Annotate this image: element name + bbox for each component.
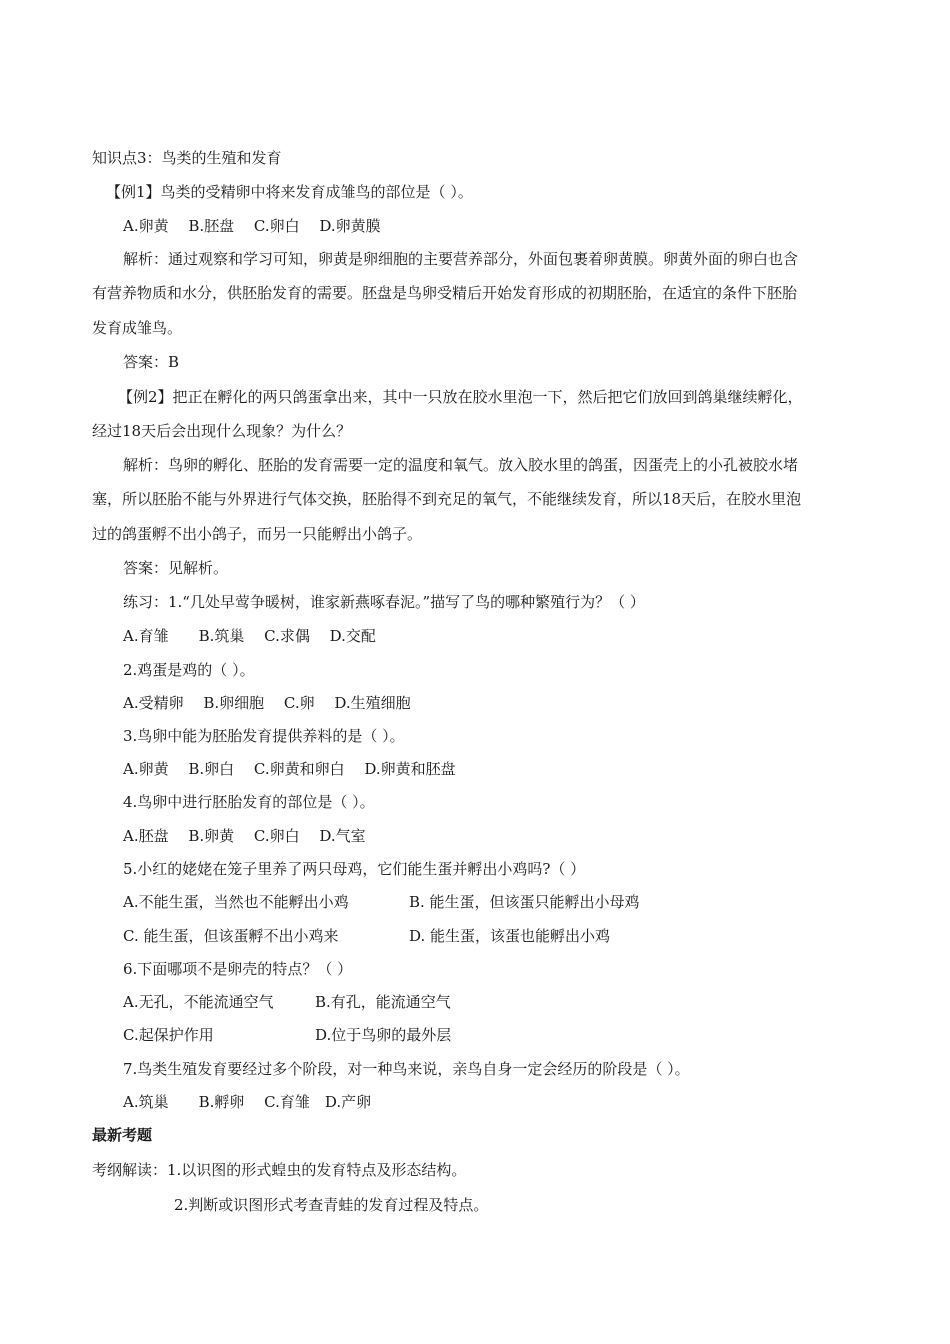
exam-outline-line-1: 考纲解读：1.以识图的形式蝗虫的发育特点及形态结构。 — [92, 1161, 467, 1179]
practice-question-3: 3.鸟卵中能为胚胎发育提供养料的是（ ）。 — [123, 727, 405, 745]
practice-question-6-option-d: D.位于鸟卵的最外层 — [315, 1026, 452, 1044]
example-1-answer: 答案：B — [123, 353, 180, 371]
practice-question-6-option-a: A.无孔，不能流通空气 — [123, 993, 274, 1011]
example-2-analysis-line-3: 过的鸽蛋孵不出小鸽子，而另一只能孵出小鸽子。 — [92, 525, 423, 543]
practice-question-7-options: A.筑巢 B.孵卵 C.育雏 D.产卵 — [123, 1093, 372, 1111]
practice-question-5-option-a: A.不能生蛋，当然也不能孵出小鸡 — [123, 893, 349, 911]
exam-outline-line-2: 2.判断或识图形式考查青蛙的发育过程及特点。 — [174, 1196, 489, 1214]
latest-exam-heading: 最新考题 — [92, 1126, 153, 1144]
example-2-analysis-line-1: 解析：鸟卵的孵化、胚胎的发育需要一定的温度和氧气。放入胶水里的鸽蛋，因蛋壳上的小孔被胶水堵 — [123, 456, 799, 474]
example-2-question-line-1: 【例2】把正在孵化的两只鸽蛋拿出来，其中一只放在胶水里泡一下，然后把它们放回到鸽巢继续孵化， — [118, 388, 803, 406]
example-1-analysis-line-2: 有营养物质和水分，供胚胎发育的需要。胚盘是鸟卵受精后开始发育形成的初期胚胎，在适宜的条件下胚胎 — [92, 284, 798, 302]
practice-question-3-options: A.卵黄 B.卵白 C.卵黄和卵白 D.卵黄和胚盘 — [123, 760, 456, 778]
example-2-analysis-line-2: 塞，所以胚胎不能与外界进行气体交换，胚胎得不到充足的氧气，不能继续发育，所以18天后，在胶水里泡 — [92, 490, 802, 508]
practice-question-6-option-b: B.有孔，能流通空气 — [315, 993, 451, 1011]
example-1-analysis-line-3: 发育成雏鸟。 — [92, 319, 183, 337]
practice-question-7: 7.鸟类生殖发育要经过多个阶段，对一种鸟来说，亲鸟自身一定会经历的阶段是（ ）。 — [123, 1060, 690, 1078]
example-2-answer: 答案：见解析。 — [123, 559, 229, 577]
example-1-analysis-line-1: 解析：通过观察和学习可知，卵黄是卵细胞的主要营养部分，外面包裹着卵黄膜。卵黄外面的卵白也含 — [123, 250, 799, 268]
example-1-question: 【例1】鸟类的受精卵中将来发育成雏鸟的部位是（ ）。 — [106, 183, 473, 201]
practice-question-6-option-c: C.起保护作用 — [123, 1026, 214, 1044]
practice-question-5: 5.小红的姥姥在笼子里养了两只母鸡，它们能生蛋并孵出小鸡吗?（ ） — [123, 860, 586, 878]
practice-question-5-option-c: C. 能生蛋，但该蛋孵不出小鸡来 — [123, 927, 339, 945]
example-1-options: A.卵黄 B.胚盘 C.卵白 D.卵黄膜 — [123, 217, 381, 235]
practice-question-5-option-b: B. 能生蛋，但该蛋只能孵出小母鸡 — [409, 893, 640, 911]
practice-question-1: 练习：1.“几处早莺争暖树，谁家新燕啄春泥。”描写了鸟的哪种繁殖行为？（ ） — [123, 593, 645, 611]
practice-question-2: 2.鸡蛋是鸡的（ ）。 — [123, 661, 255, 679]
practice-question-6: 6.下面哪项不是卵壳的特点？（ ） — [123, 960, 353, 978]
section-title: 知识点3：鸟类的生殖和发育 — [92, 149, 282, 167]
practice-question-2-options: A.受精卵 B.卵细胞 C.卵 D.生殖细胞 — [123, 694, 411, 712]
practice-question-4: 4.鸟卵中进行胚胎发育的部位是（ ）。 — [123, 793, 375, 811]
practice-question-4-options: A.胚盘 B.卵黄 C.卵白 D.气室 — [123, 827, 366, 845]
practice-question-1-options: A.育雏 B.筑巢 C.求偶 D.交配 — [123, 627, 376, 645]
practice-question-5-option-d: D. 能生蛋，该蛋也能孵出小鸡 — [409, 927, 611, 945]
example-2-question-line-2: 经过18天后会出现什么现象？为什么？ — [92, 422, 352, 440]
